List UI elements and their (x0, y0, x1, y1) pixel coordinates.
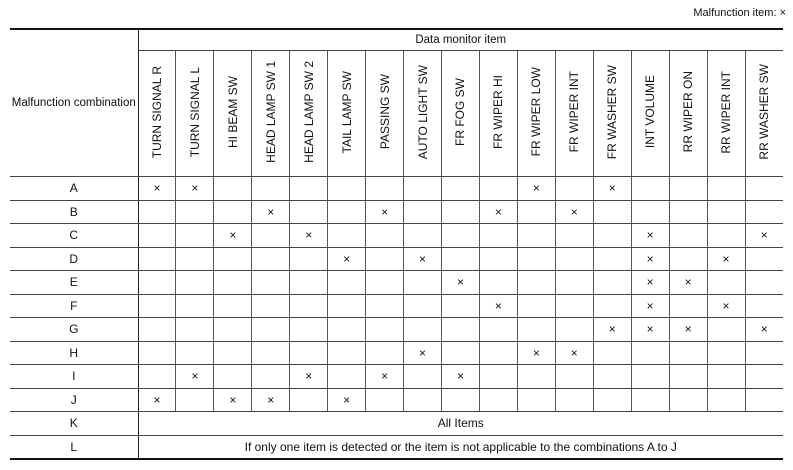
empty-cell (252, 318, 290, 342)
data-monitor-item-header (631, 51, 669, 177)
empty-cell (517, 318, 555, 342)
item-label: FR WIPER LOW (529, 67, 544, 157)
empty-cell (707, 365, 745, 389)
malfunction-mark-cell: × (593, 177, 631, 201)
empty-cell (176, 200, 214, 224)
table-header (10, 29, 783, 177)
empty-cell (366, 388, 404, 412)
empty-cell (669, 341, 707, 365)
empty-cell (366, 341, 404, 365)
empty-cell (176, 318, 214, 342)
empty-cell (745, 177, 783, 201)
empty-cell (176, 224, 214, 248)
item-label: TURN SIGNAL L (187, 66, 202, 158)
empty-cell (593, 271, 631, 295)
empty-cell (252, 365, 290, 389)
empty-cell (707, 318, 745, 342)
empty-cell (366, 247, 404, 271)
empty-cell (707, 271, 745, 295)
table-row (10, 294, 783, 318)
malfunction-mark-cell: × (252, 388, 290, 412)
empty-cell (669, 200, 707, 224)
combination-label: I (10, 365, 138, 389)
empty-cell (707, 200, 745, 224)
combination-label: B (10, 200, 138, 224)
empty-cell (479, 365, 517, 389)
empty-cell (555, 271, 593, 295)
empty-cell (669, 224, 707, 248)
empty-cell (138, 224, 176, 248)
empty-cell (404, 200, 442, 224)
empty-cell (404, 318, 442, 342)
item-label: FR FOG SW (453, 78, 468, 146)
combination-label: J (10, 388, 138, 412)
item-label: FR WIPER INT (567, 71, 582, 153)
malfunction-mark-cell: × (669, 318, 707, 342)
combination-label: E (10, 271, 138, 295)
item-label: INT VOLUME (643, 75, 658, 149)
table-row (10, 341, 783, 365)
empty-cell (479, 224, 517, 248)
empty-cell (214, 294, 252, 318)
empty-cell (138, 271, 176, 295)
malfunction-mark-cell: × (138, 177, 176, 201)
malfunction-mark-cell: × (631, 247, 669, 271)
empty-cell (366, 318, 404, 342)
empty-cell (707, 388, 745, 412)
empty-cell (138, 294, 176, 318)
data-monitor-item-header (252, 51, 290, 177)
malfunction-mark-cell: × (669, 271, 707, 295)
empty-cell (745, 271, 783, 295)
empty-cell (442, 224, 480, 248)
empty-cell (176, 271, 214, 295)
malfunction-mark-cell: × (138, 388, 176, 412)
empty-cell (404, 224, 442, 248)
empty-cell (214, 247, 252, 271)
malfunction-mark-cell: × (631, 271, 669, 295)
malfunction-combination-header: Malfunction combination (10, 29, 138, 177)
data-monitor-item-header (555, 51, 593, 177)
data-monitor-item-header (328, 51, 366, 177)
data-monitor-item-header (707, 51, 745, 177)
empty-cell (479, 247, 517, 271)
table-row (10, 435, 783, 459)
table-row (10, 412, 783, 436)
malfunction-mark-cell: × (328, 247, 366, 271)
empty-cell (517, 224, 555, 248)
empty-cell (593, 200, 631, 224)
empty-cell (252, 271, 290, 295)
malfunction-mark-cell: × (290, 224, 328, 248)
empty-cell (517, 294, 555, 318)
empty-cell (669, 247, 707, 271)
empty-cell (328, 177, 366, 201)
table-row (10, 224, 783, 248)
data-monitor-item-header (442, 51, 480, 177)
empty-cell (517, 200, 555, 224)
malfunction-mark-cell: × (214, 224, 252, 248)
malfunction-mark-cell: × (214, 388, 252, 412)
header-row-group (10, 29, 783, 51)
empty-cell (404, 271, 442, 295)
malfunction-mark-cell: × (707, 247, 745, 271)
empty-cell (707, 341, 745, 365)
combination-label: G (10, 318, 138, 342)
empty-cell (593, 247, 631, 271)
data-monitor-item-header (745, 51, 783, 177)
malfunction-mark-cell: × (366, 200, 404, 224)
data-monitor-item-header (176, 51, 214, 177)
empty-cell (138, 200, 176, 224)
empty-cell (555, 294, 593, 318)
empty-cell (442, 247, 480, 271)
empty-cell (555, 247, 593, 271)
empty-cell (442, 200, 480, 224)
empty-cell (442, 318, 480, 342)
empty-cell (214, 271, 252, 295)
malfunction-mark-cell: × (631, 294, 669, 318)
empty-cell (442, 177, 480, 201)
item-label: HI BEAM SW (225, 75, 240, 148)
empty-cell (745, 247, 783, 271)
malfunction-mark-cell: × (479, 200, 517, 224)
empty-cell (138, 318, 176, 342)
empty-cell (290, 294, 328, 318)
empty-cell (290, 318, 328, 342)
empty-cell (593, 224, 631, 248)
malfunction-mark-cell: × (555, 341, 593, 365)
malfunction-mark-cell: × (404, 247, 442, 271)
empty-cell (593, 341, 631, 365)
data-monitor-item-header (404, 51, 442, 177)
malfunction-mark-cell: × (442, 271, 480, 295)
malfunction-mark-cell: × (745, 318, 783, 342)
empty-cell (328, 341, 366, 365)
empty-cell (214, 365, 252, 389)
data-monitor-item-header (479, 51, 517, 177)
empty-cell (479, 177, 517, 201)
empty-cell (252, 247, 290, 271)
empty-cell (745, 200, 783, 224)
table-body (10, 177, 783, 460)
malfunction-mark-cell: × (517, 177, 555, 201)
malfunction-mark-cell: × (252, 200, 290, 224)
empty-cell (290, 177, 328, 201)
item-label: TAIL LAMP SW (339, 70, 354, 154)
table-row (10, 177, 783, 201)
malfunction-mark-cell: × (176, 177, 214, 201)
item-label: TURN SIGNAL R (149, 65, 164, 159)
empty-cell (707, 177, 745, 201)
table-row (10, 247, 783, 271)
empty-cell (593, 388, 631, 412)
empty-cell (328, 200, 366, 224)
data-monitor-item-header (669, 51, 707, 177)
combination-label: F (10, 294, 138, 318)
empty-cell (479, 388, 517, 412)
legend-note: Malfunction item: × (693, 7, 786, 19)
empty-cell (214, 177, 252, 201)
combination-label: H (10, 341, 138, 365)
empty-cell (593, 294, 631, 318)
empty-cell (138, 247, 176, 271)
empty-cell (290, 388, 328, 412)
empty-cell (176, 247, 214, 271)
item-label: AUTO LIGHT SW (415, 64, 430, 160)
item-label: RR WASHER SW (757, 64, 772, 160)
empty-cell (404, 365, 442, 389)
empty-cell (555, 177, 593, 201)
table-row (10, 271, 783, 295)
malfunction-mark-cell: × (631, 318, 669, 342)
malfunction-mark-cell: × (366, 365, 404, 389)
malfunction-mark-cell: × (707, 294, 745, 318)
item-label: HEAD LAMP SW 1 (263, 61, 278, 163)
empty-cell (328, 224, 366, 248)
table-row (10, 388, 783, 412)
empty-cell (631, 365, 669, 389)
empty-cell (745, 341, 783, 365)
span-note-cell: If only one item is detected or the item is not applicable to the combinations A to J (138, 435, 783, 459)
empty-cell (517, 247, 555, 271)
item-label: PASSING SW (377, 74, 392, 150)
empty-cell (290, 247, 328, 271)
empty-cell (479, 271, 517, 295)
empty-cell (290, 271, 328, 295)
empty-cell (214, 200, 252, 224)
empty-cell (138, 341, 176, 365)
data-monitor-item-header (214, 51, 252, 177)
empty-cell (442, 341, 480, 365)
empty-cell (328, 294, 366, 318)
malfunction-mark-cell: × (442, 365, 480, 389)
empty-cell (176, 341, 214, 365)
combination-label: A (10, 177, 138, 201)
empty-cell (517, 365, 555, 389)
empty-cell (555, 365, 593, 389)
empty-cell (517, 388, 555, 412)
empty-cell (404, 294, 442, 318)
empty-cell (138, 365, 176, 389)
malfunction-mark-cell: × (517, 341, 555, 365)
empty-cell (366, 294, 404, 318)
item-label: RR WIPER INT (719, 70, 734, 154)
empty-cell (669, 294, 707, 318)
empty-cell (593, 365, 631, 389)
empty-cell (555, 388, 593, 412)
empty-cell (404, 388, 442, 412)
data-monitor-item-header (366, 51, 404, 177)
empty-cell (290, 200, 328, 224)
empty-cell (328, 271, 366, 295)
empty-cell (252, 341, 290, 365)
empty-cell (366, 271, 404, 295)
data-monitor-item-header (593, 51, 631, 177)
empty-cell (290, 341, 328, 365)
data-monitor-item-header (138, 51, 176, 177)
empty-cell (479, 341, 517, 365)
empty-cell (328, 365, 366, 389)
empty-cell (252, 294, 290, 318)
malfunction-mark-cell: × (479, 294, 517, 318)
malfunction-mark-cell: × (290, 365, 328, 389)
malfunction-mark-cell: × (745, 224, 783, 248)
table-row (10, 200, 783, 224)
item-label: RR WIPER ON (681, 71, 696, 153)
data-monitor-item-header (517, 51, 555, 177)
table-row (10, 365, 783, 389)
empty-cell (442, 388, 480, 412)
item-label: FR WASHER SW (605, 64, 620, 160)
empty-cell (707, 224, 745, 248)
empty-cell (669, 365, 707, 389)
malfunction-mark-cell: × (328, 388, 366, 412)
empty-cell (555, 224, 593, 248)
empty-cell (214, 318, 252, 342)
empty-cell (745, 294, 783, 318)
malfunction-matrix-table (10, 28, 783, 460)
malfunction-mark-cell: × (555, 200, 593, 224)
empty-cell (631, 341, 669, 365)
empty-cell (214, 341, 252, 365)
item-label: HEAD LAMP SW 2 (301, 61, 316, 163)
table-row (10, 318, 783, 342)
empty-cell (631, 388, 669, 412)
malfunction-mark-cell: × (593, 318, 631, 342)
empty-cell (745, 388, 783, 412)
empty-cell (252, 177, 290, 201)
empty-cell (176, 388, 214, 412)
malfunction-mark-cell: × (404, 341, 442, 365)
empty-cell (442, 294, 480, 318)
empty-cell (366, 177, 404, 201)
combination-label: D (10, 247, 138, 271)
data-monitor-item-header: Data monitor item (138, 29, 783, 51)
combination-label: K (10, 412, 138, 436)
span-note-cell: All Items (138, 412, 783, 436)
empty-cell (631, 200, 669, 224)
empty-cell (669, 177, 707, 201)
data-monitor-item-header (290, 51, 328, 177)
empty-cell (631, 177, 669, 201)
malfunction-mark-cell: × (631, 224, 669, 248)
item-label: FR WIPER HI (491, 75, 506, 149)
empty-cell (366, 224, 404, 248)
combination-label: L (10, 435, 138, 459)
empty-cell (252, 224, 290, 248)
empty-cell (669, 388, 707, 412)
empty-cell (404, 177, 442, 201)
combination-label: C (10, 224, 138, 248)
empty-cell (745, 365, 783, 389)
empty-cell (176, 294, 214, 318)
empty-cell (555, 318, 593, 342)
malfunction-mark-cell: × (176, 365, 214, 389)
empty-cell (479, 318, 517, 342)
empty-cell (517, 271, 555, 295)
empty-cell (328, 318, 366, 342)
